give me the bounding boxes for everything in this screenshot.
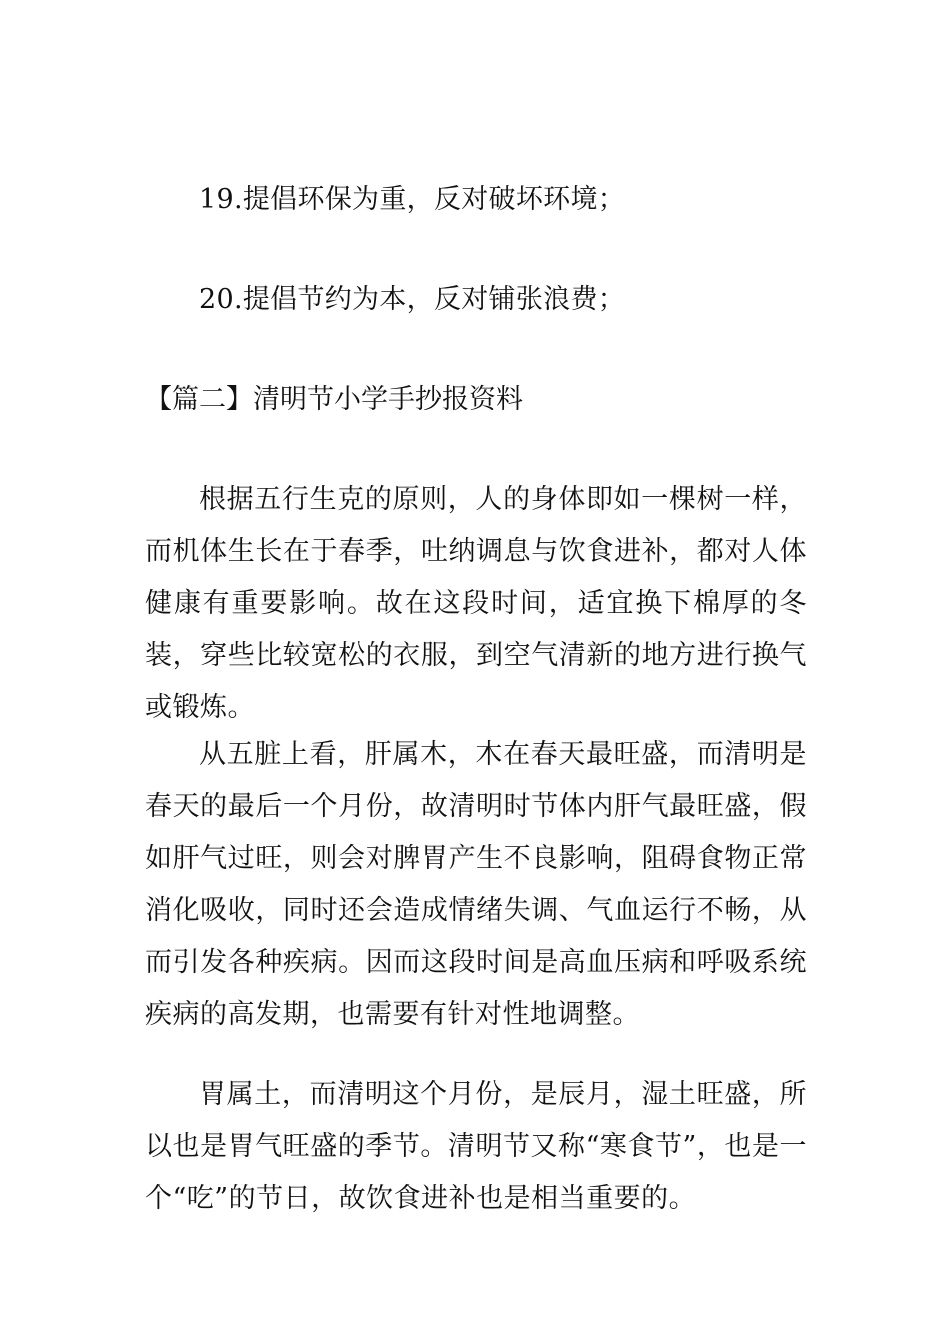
list-item-19: 19.提倡环保为重，反对破坏环境； xyxy=(199,184,626,215)
list-item-20: 20.提倡节约为本，反对铺张浪费； xyxy=(199,284,626,315)
section-heading: 【篇二】清明节小学手抄报资料 xyxy=(145,384,523,415)
paragraph-3: 胃属土，而清明这个月份，是辰月，湿土旺盛，所以也是胃气旺盛的季节。清明节又称“寒食节”，也是一个“吃”的节日，故饮食进补也是相当重要的。 xyxy=(145,1079,807,1214)
paragraph-1: 根据五行生克的原则，人的身体即如一棵树一样，而机体生长在于春季，吐纳调息与饮食进补，都对人体健康有重要影响。故在这段时间，适宜换下棉厚的冬装，穿些比较宽松的衣服，到空气清新的地方进行换气或锻炼。 xyxy=(145,484,807,723)
paragraph-2: 从五脏上看，肝属木，木在春天最旺盛，而清明是春天的最后一个月份，故清明时节体内肝气最旺盛，假如肝气过旺，则会对脾胃产生不良影响，阻碍食物正常消化吸收，同时还会造成情绪失调、气血运行不畅，从而引发各种疾病。因而这段时间是高血压病和呼吸系统疾病的高发期，也需要有针对性地调整。 xyxy=(145,739,807,1030)
